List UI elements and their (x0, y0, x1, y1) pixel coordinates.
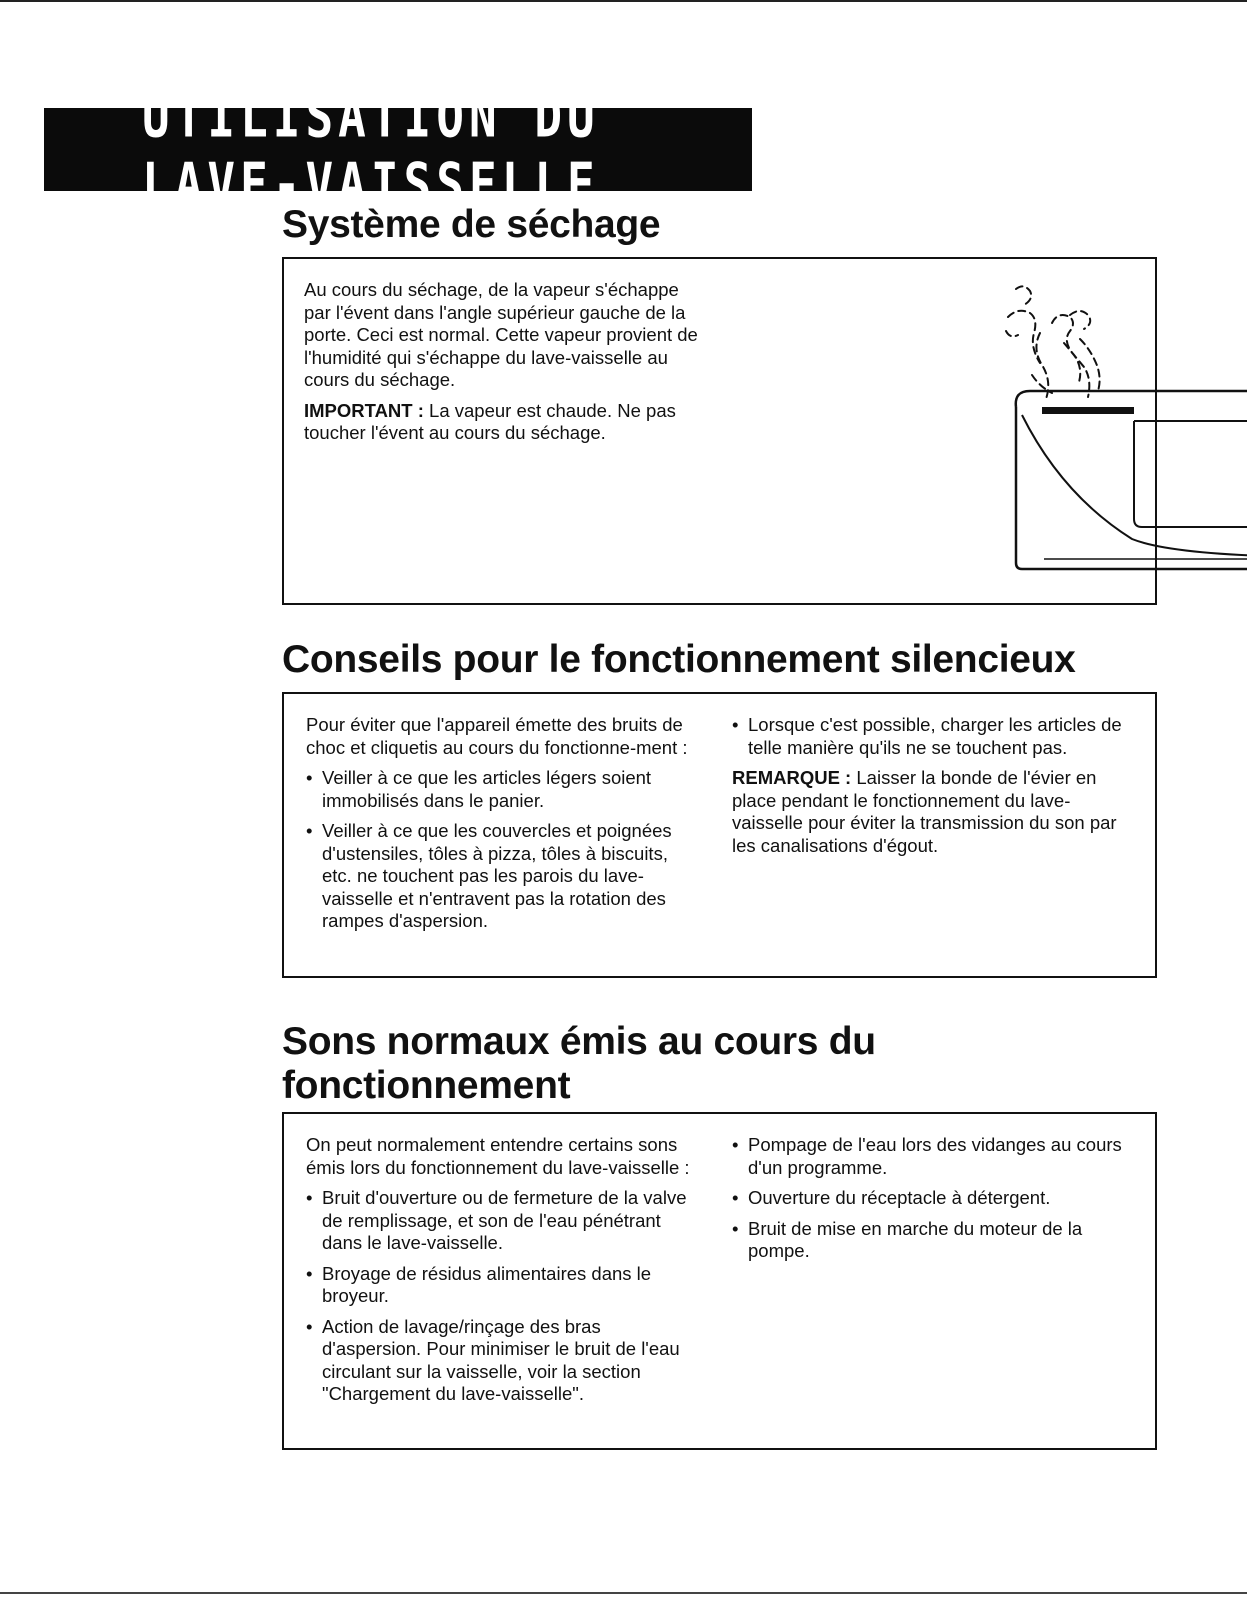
sounds-bullet-list-2 (732, 1134, 1137, 1263)
banner-title: UTILISATION DU LAVE-VAISSELLE (142, 82, 600, 217)
sounds-heading-line2: fonctionnement (282, 1064, 571, 1107)
important-text: La vapeur est chaude. Ne pas toucher l'évent au cours du séchage. (304, 399, 676, 443)
sounds-right-column (732, 1134, 1137, 1271)
sounds-left-column (306, 1134, 701, 1414)
list-item: • Pompage de l'eau lors des vidanges au cours d'un programme. (732, 1134, 1137, 1179)
quiet-note (732, 767, 1137, 857)
list-item: • Broyage de résidus alimentaires dans le broyeur. (306, 1263, 701, 1308)
quiet-intro: Pour éviter que l'appareil émette des bruits de choc et cliquetis au cours du fonctionne-ment : (306, 714, 688, 758)
page-top-rule (0, 0, 1247, 2)
sounds-heading (282, 1020, 876, 1108)
list-item: • Bruit de mise en marche du moteur de la pompe. (732, 1218, 1137, 1263)
quiet-heading: Conseils pour le fonctionnement silencieux (282, 638, 1076, 681)
list-item: • Bruit d'ouverture ou de fermeture de la valve de remplissage, et son de l'eau pénétrant dans le lave-vaisselle. (306, 1187, 701, 1255)
note-text: Laisser la bonde de l'évier en place pendant le fonctionnement du lave-vaisselle pour éviter la transmission du son par les canalisations d'égout. (732, 767, 1117, 856)
drying-heading: Système de séchage (282, 203, 661, 246)
list-item: • Ouverture du réceptacle à détergent. (732, 1187, 1137, 1210)
quiet-box (282, 692, 1157, 978)
drying-text (304, 279, 709, 453)
sounds-box (282, 1112, 1157, 1450)
list-item: • Lorsque c'est possible, charger les articles de telle manière qu'ils ne se touchent pas. (732, 714, 1137, 759)
page-bottom-rule (0, 1592, 1247, 1594)
list-item: • Action de lavage/rinçage des bras d'aspersion. Pour minimiser le bruit de l'eau circulant sur la vaisselle, voir la section "Chargement du lave-vaisselle". (306, 1316, 701, 1406)
sounds-heading-line1: Sons normaux émis au cours du (282, 1020, 876, 1063)
list-item: • Veiller à ce que les couvercles et poignées d'ustensiles, tôles à pizza, tôles à biscuits, etc. ne touchent pas les parois du lave-vaisselle et n'entravent pas la rotation des rampes d'aspersion. (306, 820, 701, 933)
quiet-bullet-list (306, 767, 701, 933)
vent-steam-illustration (1004, 283, 1247, 583)
drying-important (304, 400, 709, 445)
drying-box (282, 257, 1157, 605)
quiet-bullet-list-2 (732, 714, 1137, 759)
quiet-right-column (732, 714, 1137, 865)
section-banner (44, 82, 752, 217)
list-item: • Veiller à ce que les articles légers soient immobilisés dans le panier. (306, 767, 701, 812)
quiet-left-column (306, 714, 701, 941)
drying-paragraph: Au cours du séchage, de la vapeur s'échappe par l'évent dans l'angle supérieur gauche de la porte. Ceci est normal. Cette vapeur provient de l'humidité qui s'échappe du lave-vaisselle au cours du séchage. (304, 279, 698, 390)
sounds-intro: On peut normalement entendre certains sons émis lors du fonctionnement du lave-vaisselle : (306, 1134, 690, 1178)
important-label: IMPORTANT : (304, 399, 424, 421)
note-label: REMARQUE : (732, 767, 852, 788)
sounds-bullet-list (306, 1187, 701, 1406)
